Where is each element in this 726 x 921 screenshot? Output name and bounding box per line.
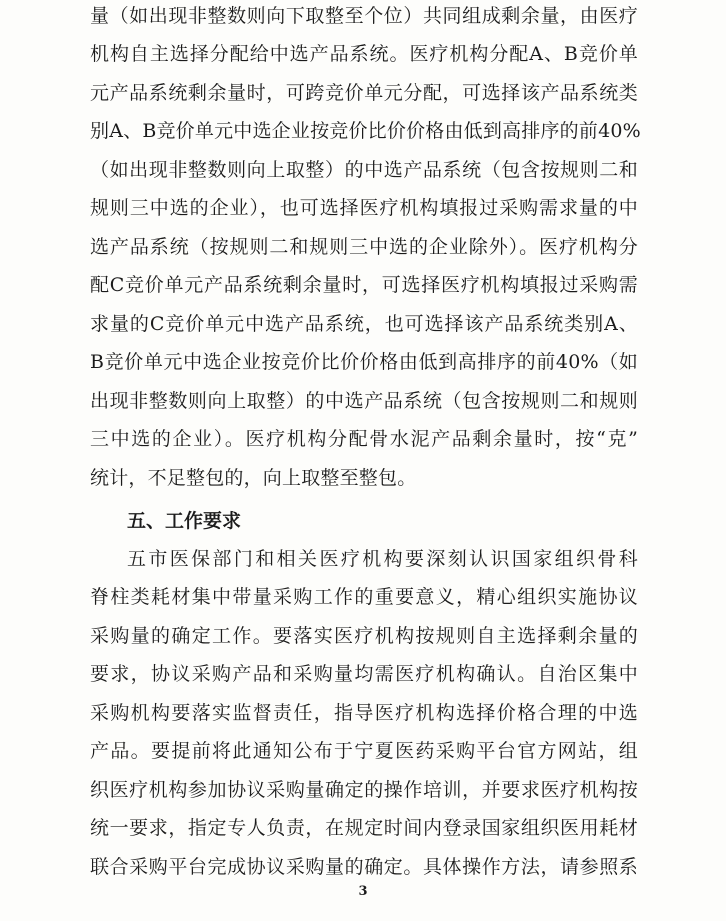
text-line: 元产品系统剩余量时，可跨竞价单元分配，可选择该产品系统类	[90, 82, 638, 104]
text-line: 求量的C竞价单元中选产品系统，也可选择该产品系统类别A、	[90, 313, 638, 335]
text-line: 联合采购平台完成协议采购量的确定。具体操作方法，请参照系	[90, 856, 638, 878]
text-line: 选产品系统（按规则二和规则三中选的企业除外）。医疗机构分	[90, 236, 638, 258]
text-line: 配C竞价单元产品系统剩余量时，可选择医疗机构填报过采购需	[90, 274, 638, 296]
text-line: 脊柱类耗材集中带量采购工作的重要意义，精心组织实施协议	[90, 586, 638, 608]
text-line: 产品。要提前将此通知公布于宁夏医药采购平台官方网站，组	[90, 740, 638, 762]
text-line: 三中选的企业）。医疗机构分配骨水泥产品剩余量时，按“克”	[90, 428, 638, 450]
text-line: 统计，不足整包的，向上取整至整包。	[90, 467, 417, 489]
text-line: 采购机构要落实监督责任，指导医疗机构选择价格合理的中选	[90, 702, 638, 724]
text-line: 织医疗机构参加协议采购量确定的操作培训，并要求医疗机构按	[90, 779, 638, 801]
text-line: 机构自主选择分配给中选产品系统。医疗机构分配A、B竞价单	[90, 43, 638, 65]
text-line: B竞价单元中选企业按竞价比价价格由低到高排序的前40%（如	[90, 351, 638, 373]
text-line: 量（如出现非整数则向下取整至个位）共同组成剩余量，由医疗	[90, 5, 638, 27]
text-line: 五市医保部门和相关医疗机构要深刻认识国家组织骨科	[127, 548, 638, 570]
text-line: 出现非整数则向上取整）的中选产品系统（包含按规则二和规则	[90, 390, 638, 412]
text-line: 规则三中选的企业），也可选择医疗机构填报过采购需求量的中	[90, 197, 638, 219]
text-line: 要求，协议采购产品和采购量均需医疗机构确认。自治区集中	[90, 663, 638, 685]
text-line: 别A、B竞价单元中选企业按竞价比价价格由低到高排序的前40%	[90, 120, 641, 142]
page-number: 3	[358, 884, 368, 899]
section-heading: 五、工作要求	[127, 510, 242, 532]
text-line: 采购量的确定工作。要落实医疗机构按规则自主选择剩余量的	[90, 625, 638, 647]
text-line: （如出现非整数则向上取整）的中选产品系统（包含按规则二和	[90, 159, 638, 181]
text-line: 统一要求，指定专人负责，在规定时间内登录国家组织医用耗材	[90, 817, 638, 839]
